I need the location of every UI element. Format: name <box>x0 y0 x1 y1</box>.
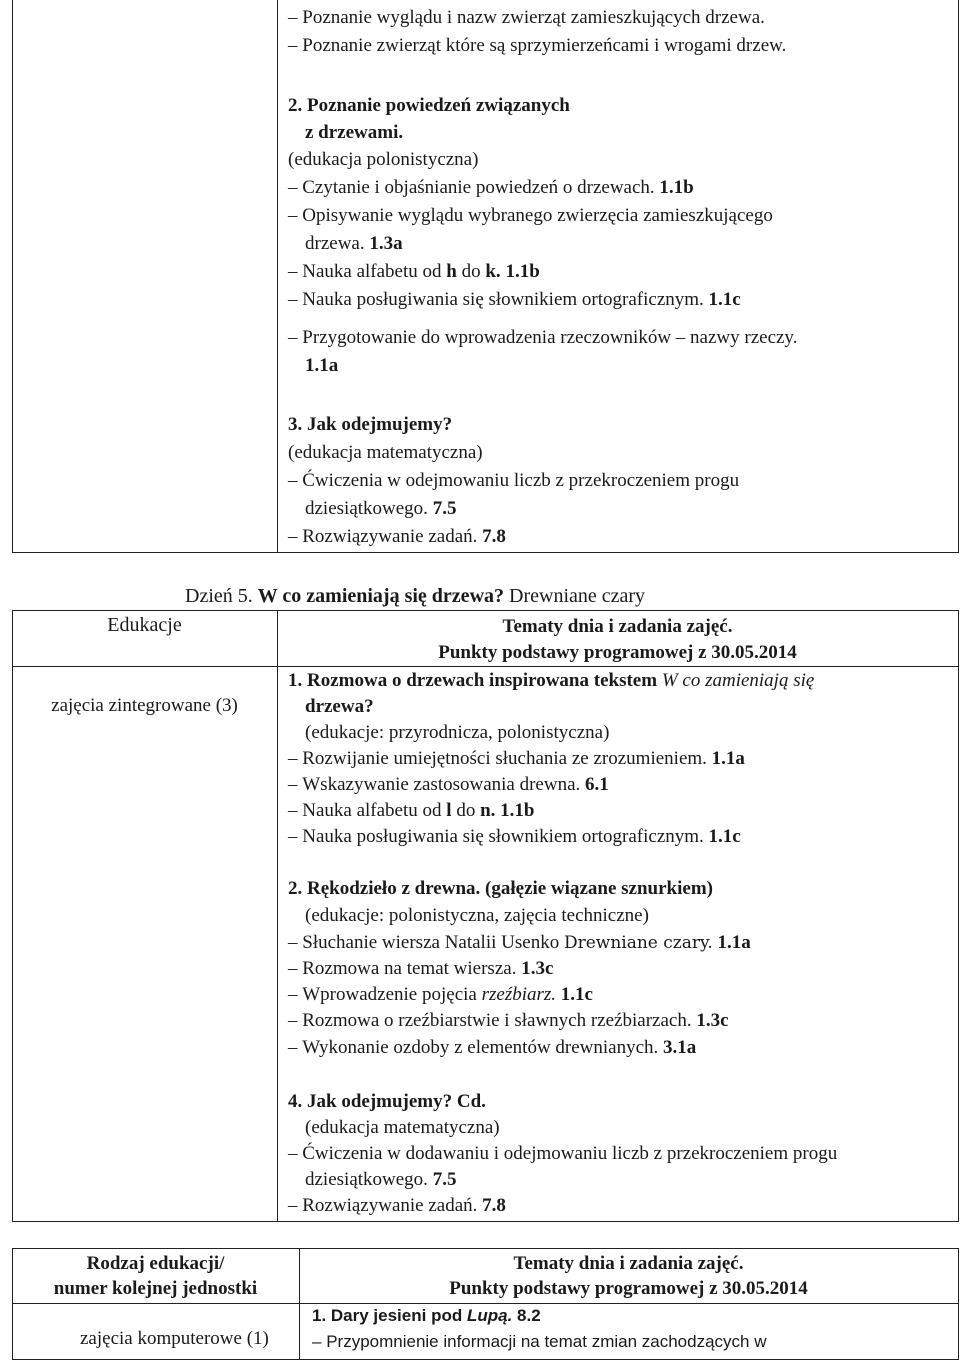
list-item: – Przygotowanie do wprowadzenia rzeczowników – nazwy rzeczy. <box>288 327 797 349</box>
list-item: – Przypomnienie informacji na temat zmian zachodzących w <box>312 1331 767 1353</box>
row-label: zajęcia komputerowe (1) <box>80 1328 269 1349</box>
list-item: – Rozmowa o rzeźbiarstwie i sławnych rzeźbiarzach. 1.3c <box>288 1010 729 1032</box>
item-heading: 4. Jak odejmujemy? Cd. <box>288 1091 486 1112</box>
list-item: – Słuchanie wiersza Natalii Usenko Drewniane czary. 1.1a <box>288 932 751 954</box>
item-heading: 2. Poznanie powiedzeń związanych <box>288 95 570 116</box>
list-item-cont: dziesiątkowego. 7.5 <box>305 498 457 519</box>
edu-label: (edukacja matematyczna) <box>288 442 483 463</box>
list-item-cont: dziesiątkowego. 7.5 <box>305 1169 457 1190</box>
column-header: numer kolejnej jednostki <box>53 1278 258 1299</box>
body-cell-left <box>13 667 278 1222</box>
day-title: Dzień 5. W co zamieniają się drzewa? Drewniane czary <box>185 585 646 607</box>
column-header: Rodzaj edukacji/ <box>86 1253 225 1274</box>
table-cell-left <box>13 0 278 553</box>
item-heading: 1. Dary jesieni pod Lupą. 8.2 <box>312 1306 541 1325</box>
edu-label: (edukacja matematyczna) <box>305 1117 500 1138</box>
column-header: Tematy dnia i zadania zajęć. <box>513 1253 744 1274</box>
item-heading: z drzewami. <box>305 122 404 143</box>
column-header: Punkty podstawy programowej z 30.05.2014 <box>438 642 797 663</box>
column-header: Tematy dnia i zadania zajęć. <box>502 616 733 637</box>
list-item: – Poznanie wyglądu i nazw zwierząt zamieszkujących drzewa. <box>288 7 765 29</box>
list-item: – Rozwiązywanie zadań. 7.8 <box>288 526 506 548</box>
column-header: Punkty podstawy programowej z 30.05.2014 <box>449 1278 808 1299</box>
list-item: – Wprowadzenie pojęcia rzeźbiarz. 1.1c <box>288 984 593 1006</box>
item-heading: drzewa? <box>305 696 374 717</box>
list-item: – Opisywanie wyglądu wybranego zwierzęcia zamieszkującego <box>288 205 773 227</box>
item-heading: 2. Rękodzieło z drewna. (gałęzie wiązane sznurkiem) <box>288 878 713 899</box>
list-item: – Nauka posługiwania się słownikiem ortograficznym. 1.1c <box>288 826 741 848</box>
item-heading: 1. Rozmowa o drzewach inspirowana tekstem W co zamieniają się <box>288 670 815 691</box>
list-item: – Nauka posługiwania się słownikiem ortograficznym. 1.1c <box>288 289 741 311</box>
list-item: – Ćwiczenia w dodawaniu i odejmowaniu liczb z przekroczeniem progu <box>288 1143 837 1165</box>
row-label: zajęcia zintegrowane (3) <box>51 695 238 716</box>
column-header: Edukacje <box>107 614 182 636</box>
list-item: – Nauka alfabetu od l do n. 1.1b <box>288 800 534 822</box>
list-item: – Czytanie i objaśnianie powiedzeń o drzewach. 1.1b <box>288 177 694 199</box>
list-item: – Rozmowa na temat wiersza. 1.3c <box>288 958 553 980</box>
code: 1.1a <box>305 355 339 376</box>
list-item: – Ćwiczenia w odejmowaniu liczb z przekroczeniem progu <box>288 470 739 492</box>
edu-label: (edukacja polonistyczna) <box>288 149 479 170</box>
edu-label: (edukacje: polonistyczna, zajęcia techniczne) <box>305 905 649 926</box>
list-item: – Rozwiązywanie zadań. 7.8 <box>288 1195 506 1217</box>
list-item: – Poznanie zwierząt które są sprzymierzeńcami i wrogami drzew. <box>288 35 786 57</box>
item-heading: 3. Jak odejmujemy? <box>288 414 453 435</box>
list-item: – Nauka alfabetu od h do k. 1.1b <box>288 261 540 283</box>
list-item: – Rozwijanie umiejętności słuchania ze zrozumieniem. 1.1a <box>288 748 745 770</box>
list-item-cont: drzewa. 1.3a <box>305 233 403 254</box>
list-item: – Wykonanie ozdoby z elementów drewnianych. 3.1a <box>288 1037 696 1059</box>
list-item: – Wskazywanie zastosowania drewna. 6.1 <box>288 774 609 796</box>
edu-label: (edukacje: przyrodnicza, polonistyczna) <box>305 722 610 743</box>
